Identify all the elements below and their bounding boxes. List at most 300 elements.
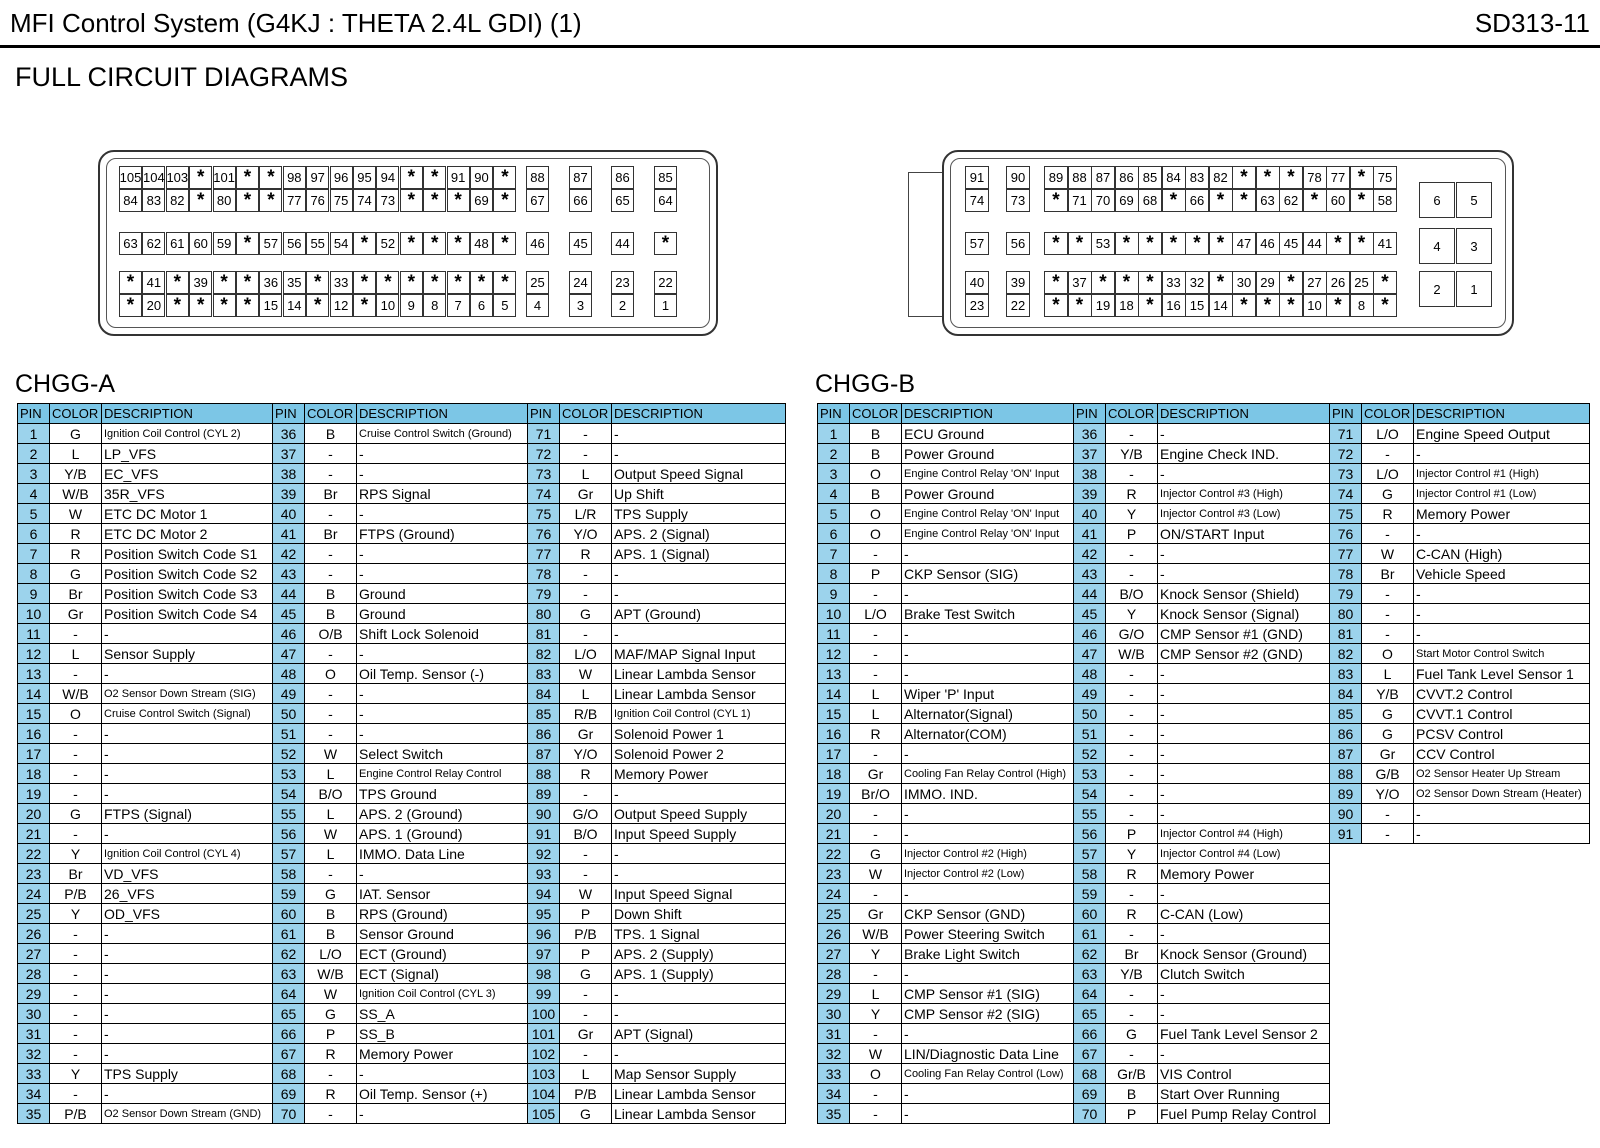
- connector-pin: *: [447, 189, 470, 212]
- wire-color: G: [1362, 704, 1414, 724]
- pin-description: -: [1158, 744, 1330, 764]
- description-header: DESCRIPTION: [1414, 404, 1590, 424]
- pin-number: 86: [1330, 724, 1362, 744]
- wire-color: L: [305, 764, 357, 784]
- pin-number: 77: [1330, 544, 1362, 564]
- pin-description: ON/START Input: [1158, 524, 1330, 544]
- table-row: [18, 1004, 786, 1024]
- connector-pin: 85: [1138, 166, 1162, 189]
- connector-pin: 3: [569, 294, 592, 317]
- pin-description: Knock Sensor (Shield): [1158, 584, 1330, 604]
- table-row: [818, 1064, 1590, 1084]
- pin-number: 3: [18, 464, 50, 484]
- pin-description: -: [902, 884, 1074, 904]
- connector-pin: *: [1373, 294, 1397, 317]
- pin-number: 56: [273, 824, 305, 844]
- connector-pin: 16: [1162, 294, 1186, 317]
- pin-number: 11: [18, 624, 50, 644]
- pin-description: Injector Control #4 (High): [1158, 824, 1330, 844]
- pin-description: Down Shift: [612, 904, 786, 924]
- connector-pin: 74: [353, 189, 376, 212]
- pin-number: 16: [18, 724, 50, 744]
- wire-color: -: [1106, 744, 1158, 764]
- pin-number: 85: [1330, 704, 1362, 724]
- pin-number: 55: [1074, 804, 1106, 824]
- pin-description: Knock Sensor (Signal): [1158, 604, 1330, 624]
- pin-header: PIN: [273, 404, 305, 424]
- pin-number: 58: [273, 864, 305, 884]
- pin-description: -: [102, 624, 273, 644]
- pin-number: 21: [818, 824, 850, 844]
- pin-description: ECT (Signal): [357, 964, 528, 984]
- table-row: [18, 884, 786, 904]
- table-row: [818, 984, 1590, 1004]
- table-row: [818, 564, 1590, 584]
- connector-pin: 10: [1303, 294, 1327, 317]
- wire-color: -: [1106, 464, 1158, 484]
- wire-color: P: [560, 944, 612, 964]
- description-header: DESCRIPTION: [1158, 404, 1330, 424]
- connector-pin: 29: [1256, 271, 1280, 294]
- connector-pin: 63: [119, 232, 142, 255]
- pin-description: Select Switch: [357, 744, 528, 764]
- wire-color: R: [1106, 484, 1158, 504]
- empty-cell: [1330, 924, 1590, 944]
- table-row: [818, 824, 1590, 844]
- wire-color: -: [560, 584, 612, 604]
- connector-pin: *: [353, 294, 376, 317]
- connector-pin: *: [1350, 189, 1374, 212]
- connector-pin: 75: [1373, 166, 1397, 189]
- pin-description: -: [1158, 984, 1330, 1004]
- wire-color: R: [305, 1084, 357, 1104]
- wire-color: -: [850, 544, 902, 564]
- pin-number: 58: [1074, 864, 1106, 884]
- wire-color: -: [850, 744, 902, 764]
- wire-color: W: [560, 884, 612, 904]
- connector-pin: *: [236, 294, 259, 317]
- pin-number: 72: [528, 444, 560, 464]
- pin-number: 15: [18, 704, 50, 724]
- pin-number: 73: [528, 464, 560, 484]
- pin-description: -: [102, 784, 273, 804]
- wire-color: P: [560, 904, 612, 924]
- pin-description: TPS Supply: [102, 1064, 273, 1084]
- table-row: [818, 1024, 1590, 1044]
- wire-color: -: [850, 1024, 902, 1044]
- pin-number: 69: [273, 1084, 305, 1104]
- wire-color: -: [305, 444, 357, 464]
- connector-pin: 66: [569, 189, 592, 212]
- pin-description: Clutch Switch: [1158, 964, 1330, 984]
- wire-color: -: [850, 804, 902, 824]
- connector-pin: 1: [654, 294, 677, 317]
- wire-color: L: [850, 684, 902, 704]
- wire-color: -: [50, 664, 102, 684]
- pin-description: Shift Lock Solenoid: [357, 624, 528, 644]
- wire-color: G: [305, 884, 357, 904]
- wire-color: -: [1362, 804, 1414, 824]
- table-row: [18, 784, 786, 804]
- pin-number: 44: [1074, 584, 1106, 604]
- pin-description: Position Switch Code S4: [102, 604, 273, 624]
- connector-pin: *: [654, 232, 677, 255]
- connector-pin: *: [259, 166, 282, 189]
- pin-description: Sensor Ground: [357, 924, 528, 944]
- pin-header: PIN: [1330, 404, 1362, 424]
- wire-color: G: [850, 844, 902, 864]
- pin-description: ECU Ground: [902, 424, 1074, 444]
- table-row: [818, 544, 1590, 564]
- pin-description: Fuel Tank Level Sensor 1: [1414, 664, 1590, 684]
- pin-description: -: [102, 1044, 273, 1064]
- pin-number: 9: [18, 584, 50, 604]
- pin-description: SS_A: [357, 1004, 528, 1024]
- pin-number: 46: [273, 624, 305, 644]
- connector-pin: 57: [259, 232, 282, 255]
- connector-pin: 18: [1115, 294, 1139, 317]
- wire-color: -: [1106, 984, 1158, 1004]
- connector-pin: *: [1068, 232, 1092, 255]
- pin-description: Memory Power: [357, 1044, 528, 1064]
- wire-color: G: [560, 604, 612, 624]
- pin-number: 2: [818, 444, 850, 464]
- wire-color: G: [560, 964, 612, 984]
- wire-color: -: [560, 864, 612, 884]
- connector-pin: *: [119, 271, 142, 294]
- connector-pin: 46: [526, 232, 549, 255]
- connector-pin: *: [236, 166, 259, 189]
- table-row: [818, 964, 1590, 984]
- pin-number: 14: [18, 684, 50, 704]
- wire-color: -: [50, 724, 102, 744]
- pin-description: SS_B: [357, 1024, 528, 1044]
- pin-number: 89: [1330, 784, 1362, 804]
- wire-color: W/B: [50, 484, 102, 504]
- connector-pin: 26: [1326, 271, 1350, 294]
- pin-number: 41: [273, 524, 305, 544]
- empty-cell: [1330, 1084, 1590, 1104]
- connector-pin: 73: [1006, 189, 1030, 212]
- connector-pin: *: [1326, 294, 1350, 317]
- wire-color: Y: [850, 1004, 902, 1024]
- pin-number: 24: [818, 884, 850, 904]
- table-row: [18, 484, 786, 504]
- pin-description: Engine Control Relay Control: [357, 764, 528, 784]
- pin-description: CKP Sensor (SIG): [902, 564, 1074, 584]
- connector-pin: *: [1256, 166, 1280, 189]
- pin-description: APT (Signal): [612, 1024, 786, 1044]
- pin-number: 73: [1330, 464, 1362, 484]
- connector-pin: 91: [447, 166, 470, 189]
- wire-color: -: [1106, 764, 1158, 784]
- pin-description: CVVT.2 Control: [1414, 684, 1590, 704]
- pin-description: -: [612, 564, 786, 584]
- pin-description: CMP Sensor #1 (GND): [1158, 624, 1330, 644]
- table-row: [18, 704, 786, 724]
- wire-color: -: [1106, 544, 1158, 564]
- connector-pin: *: [189, 294, 212, 317]
- pin-number: 37: [273, 444, 305, 464]
- connector-pin: 58: [1373, 189, 1397, 212]
- connector-pin: 10: [376, 294, 399, 317]
- connector-pin: 82: [1209, 166, 1233, 189]
- pin-number: 8: [818, 564, 850, 584]
- section-title: FULL CIRCUIT DIAGRAMS: [15, 62, 349, 92]
- connector-pin: *: [1115, 232, 1139, 255]
- wire-color: B: [305, 424, 357, 444]
- connector-pin: 44: [1303, 232, 1327, 255]
- connector-pin: 6: [470, 294, 493, 317]
- color-header: COLOR: [1106, 404, 1158, 424]
- pin-description: -: [612, 584, 786, 604]
- connector-pin: 4: [1419, 228, 1455, 264]
- pin-description: O2 Sensor Heater Up Stream: [1414, 764, 1590, 784]
- connector-pin: 76: [306, 189, 329, 212]
- table-row: [818, 484, 1590, 504]
- connector-pin: 27: [1303, 271, 1327, 294]
- table-row: [818, 784, 1590, 804]
- connector-pin: *: [353, 232, 376, 255]
- pin-description: Memory Power: [1158, 864, 1330, 884]
- wire-color: -: [50, 964, 102, 984]
- wire-color: -: [50, 744, 102, 764]
- pin-description: -: [357, 724, 528, 744]
- pin-number: 52: [1074, 744, 1106, 764]
- pin-description: IMMO. Data Line: [357, 844, 528, 864]
- pin-description: Injector Control #2 (Low): [902, 864, 1074, 884]
- connector-pin: 60: [189, 232, 212, 255]
- pin-description: -: [612, 1044, 786, 1064]
- wire-color: -: [50, 924, 102, 944]
- wire-color: G: [1362, 484, 1414, 504]
- pin-number: 74: [528, 484, 560, 504]
- connector-pin: 82: [166, 189, 189, 212]
- pin-number: 81: [528, 624, 560, 644]
- pin-description: ETC DC Motor 2: [102, 524, 273, 544]
- connector-pin: 73: [376, 189, 399, 212]
- connector-pin: 4: [526, 294, 549, 317]
- connector-pin: 64: [654, 189, 677, 212]
- pin-number: 100: [528, 1004, 560, 1024]
- pin-description: 26_VFS: [102, 884, 273, 904]
- pin-description: C-CAN (High): [1414, 544, 1590, 564]
- connector-pin: 98: [283, 166, 306, 189]
- pin-description: -: [1158, 1004, 1330, 1024]
- wire-color: -: [1106, 924, 1158, 944]
- pin-number: 94: [528, 884, 560, 904]
- wire-color: B: [850, 424, 902, 444]
- table-row: [818, 444, 1590, 464]
- pin-number: 42: [1074, 544, 1106, 564]
- connector-pin: 45: [569, 232, 592, 255]
- pin-number: 34: [18, 1084, 50, 1104]
- connector-pin: 77: [283, 189, 306, 212]
- table-row: [818, 764, 1590, 784]
- pin-description: -: [102, 824, 273, 844]
- table-header-row: [18, 404, 786, 424]
- pin-number: 23: [18, 864, 50, 884]
- pin-description: Power Steering Switch: [902, 924, 1074, 944]
- connector-pin: *: [119, 294, 142, 317]
- wire-color: W: [560, 664, 612, 684]
- table-row: [18, 584, 786, 604]
- pin-description: CKP Sensor (GND): [902, 904, 1074, 924]
- pin-description: APT (Ground): [612, 604, 786, 624]
- pin-description: CVVT.1 Control: [1414, 704, 1590, 724]
- connector-pin: *: [1303, 189, 1327, 212]
- pin-number: 32: [818, 1044, 850, 1064]
- wire-color: R: [50, 544, 102, 564]
- pin-description: -: [357, 1064, 528, 1084]
- pin-number: 97: [528, 944, 560, 964]
- wire-color: P: [1106, 524, 1158, 544]
- connector-pin: *: [1232, 166, 1256, 189]
- pin-description: Start Over Running: [1158, 1084, 1330, 1104]
- pin-description: -: [902, 824, 1074, 844]
- wire-color: Y: [50, 1064, 102, 1084]
- pin-description: APS. 2 (Ground): [357, 804, 528, 824]
- connector-pin: 52: [376, 232, 399, 255]
- pin-number: 78: [528, 564, 560, 584]
- pin-description: Fuel Pump Relay Control: [1158, 1104, 1330, 1124]
- wire-color: O: [850, 504, 902, 524]
- pin-number: 60: [1074, 904, 1106, 924]
- connector-pin: *: [1209, 271, 1233, 294]
- pin-description: RPS Signal: [357, 484, 528, 504]
- pin-description: TPS Supply: [612, 504, 786, 524]
- wire-color: R: [560, 544, 612, 564]
- table-row: [818, 584, 1590, 604]
- pin-number: 10: [818, 604, 850, 624]
- table-row: [818, 704, 1590, 724]
- connector-pin: 62: [142, 232, 165, 255]
- wire-color: W: [1362, 544, 1414, 564]
- empty-cell: [1330, 1004, 1590, 1024]
- pin-description: Cruise Control Switch (Signal): [102, 704, 273, 724]
- connector-pin: 41: [142, 271, 165, 294]
- wire-color: R: [1106, 904, 1158, 924]
- wire-color: Y/B: [50, 464, 102, 484]
- wire-color: L: [305, 844, 357, 864]
- connector-pin: *: [1068, 294, 1092, 317]
- connector-pin: 12: [330, 294, 353, 317]
- pin-number: 11: [818, 624, 850, 644]
- pin-table-chgg-a: [17, 403, 786, 1124]
- connector-pin: 104: [142, 166, 165, 189]
- pin-number: 71: [528, 424, 560, 444]
- pin-number: 82: [528, 644, 560, 664]
- pin-description: Injector Control #4 (Low): [1158, 844, 1330, 864]
- connector-pin: *: [400, 189, 423, 212]
- wire-color: Y: [50, 904, 102, 924]
- wire-color: -: [305, 864, 357, 884]
- pin-number: 25: [818, 904, 850, 924]
- table-row: [818, 944, 1590, 964]
- pin-description: Injector Control #3 (High): [1158, 484, 1330, 504]
- pin-number: 3: [818, 464, 850, 484]
- table-row: [18, 1024, 786, 1044]
- empty-cell: [1330, 1044, 1590, 1064]
- connector-pin: 69: [1115, 189, 1139, 212]
- wire-color: -: [560, 444, 612, 464]
- table-row: [818, 844, 1590, 864]
- connector-pin: 23: [611, 271, 634, 294]
- pin-number: 19: [818, 784, 850, 804]
- connector-pin: *: [1185, 232, 1209, 255]
- table-row: [818, 1004, 1590, 1024]
- connector-pin: 103: [166, 166, 189, 189]
- pin-description: Injector Control #2 (High): [902, 844, 1074, 864]
- connector-pin: 44: [611, 232, 634, 255]
- pin-description: TPS. 1 Signal: [612, 924, 786, 944]
- pin-number: 83: [528, 664, 560, 684]
- table-row: [18, 544, 786, 564]
- pin-description: Injector Control #1 (High): [1414, 464, 1590, 484]
- connector-pin: 2: [611, 294, 634, 317]
- pin-description: Ground: [357, 584, 528, 604]
- pin-number: 87: [528, 744, 560, 764]
- wire-color: Y: [1106, 504, 1158, 524]
- pin-number: 20: [18, 804, 50, 824]
- pin-description: -: [1158, 924, 1330, 944]
- connector-pin: 8: [423, 294, 446, 317]
- table-row: [818, 804, 1590, 824]
- pin-number: 34: [818, 1084, 850, 1104]
- table-row: [818, 424, 1590, 444]
- table-row: [18, 1084, 786, 1104]
- connector-pin: *: [166, 271, 189, 294]
- pin-description: -: [357, 464, 528, 484]
- pin-description: -: [102, 924, 273, 944]
- connector-pin: *: [1279, 166, 1303, 189]
- connector-pin: 30: [1232, 271, 1256, 294]
- connector-pin: 57: [965, 232, 989, 255]
- pin-number: 50: [1074, 704, 1106, 724]
- wire-color: -: [1362, 524, 1414, 544]
- wire-color: Y: [1106, 844, 1158, 864]
- wire-color: G: [1106, 1024, 1158, 1044]
- wire-color: Gr: [850, 764, 902, 784]
- pin-number: 7: [818, 544, 850, 564]
- wire-color: O: [1362, 644, 1414, 664]
- pin-description: CMP Sensor #1 (SIG): [902, 984, 1074, 1004]
- pin-number: 54: [1074, 784, 1106, 804]
- table-row: [18, 504, 786, 524]
- wire-color: R/B: [560, 704, 612, 724]
- pin-description: Input Speed Supply: [612, 824, 786, 844]
- pin-number: 93: [528, 864, 560, 884]
- pin-description: -: [1158, 564, 1330, 584]
- pin-number: 61: [1074, 924, 1106, 944]
- wire-color: -: [50, 764, 102, 784]
- pin-number: 51: [273, 724, 305, 744]
- document-title: MFI Control System (G4KJ : THETA 2.4L GDI) (1): [10, 8, 582, 38]
- connector-pin: 91: [965, 166, 989, 189]
- pin-number: 13: [18, 664, 50, 684]
- pin-description: -: [357, 644, 528, 664]
- wire-color: -: [1106, 884, 1158, 904]
- wire-color: L/O: [560, 644, 612, 664]
- pin-description: -: [902, 1024, 1074, 1044]
- table-row: [818, 1044, 1590, 1064]
- pin-description: Injector Control #3 (Low): [1158, 504, 1330, 524]
- connector-pin: 94: [376, 166, 399, 189]
- pin-description: OD_VFS: [102, 904, 273, 924]
- pin-number: 47: [1074, 644, 1106, 664]
- table-row: [18, 1044, 786, 1064]
- wire-color: -: [1106, 664, 1158, 684]
